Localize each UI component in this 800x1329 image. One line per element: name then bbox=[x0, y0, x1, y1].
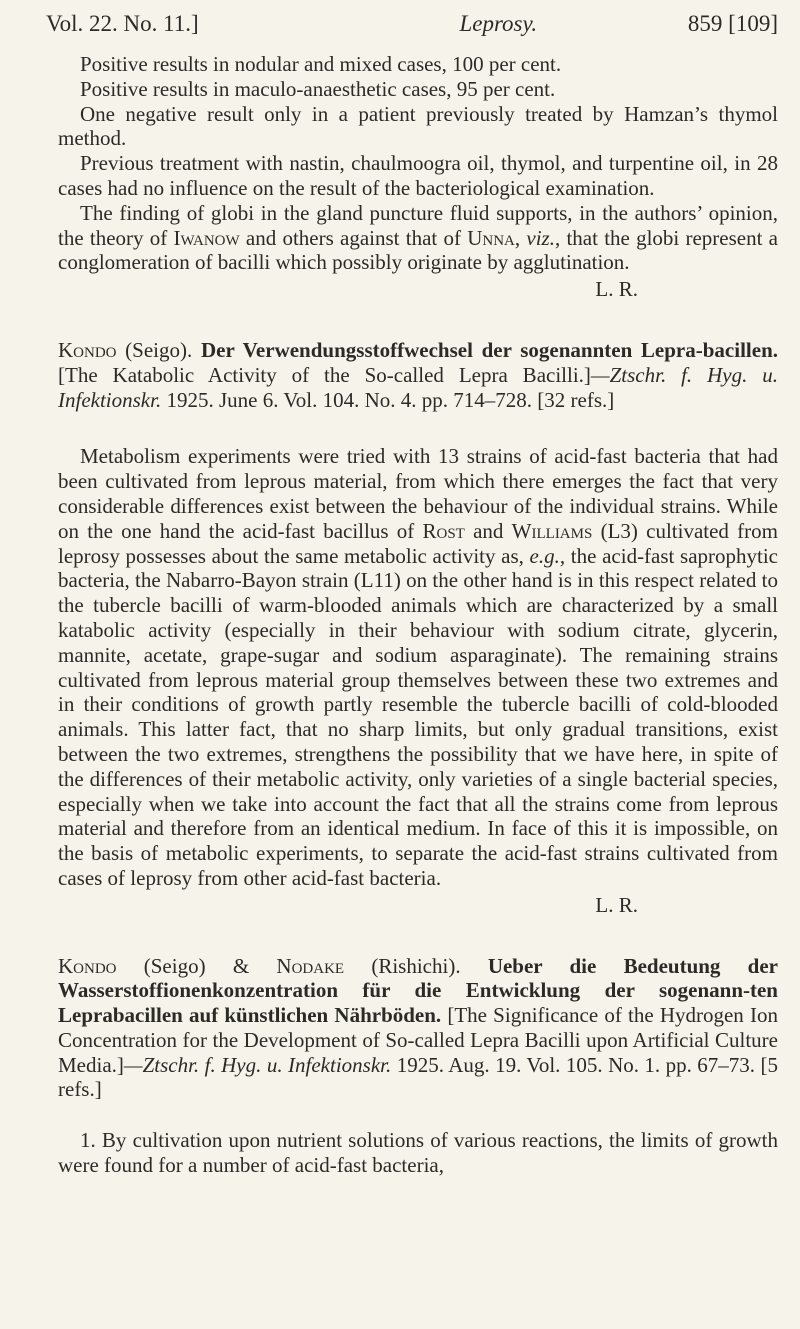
citation-details: 1925. June 6. Vol. 104. No. 4. pp. 714–728. [32 refs.] bbox=[161, 387, 615, 412]
abstract-continued bbox=[58, 52, 778, 302]
title-translation: [The Significance of the Hydrogen Ion Concentration for the Development of So-called Lepra Bacilli upon Artificial Culture Media.] bbox=[58, 1003, 778, 1077]
article-title: Ueber die Bedeutung der Wasserstoffionenkonzentration für die Entwicklung der sogenann-ten Leprabacillen auf künstlichen Nährböden. bbox=[58, 953, 778, 1028]
author-name: Iwanow bbox=[173, 225, 240, 250]
page-number: 859 [109] bbox=[687, 11, 778, 36]
reference-entry: Kondo (Seigo). Der Verwendungsstoffwechsel der sogenannten Lepra-bacillen. [The Katabolic Activity of the So-called Lepra Bacilli.]—Ztschr. f. Hyg. u. Infektionskr. 1925. June 6. Vol. 104. No. 4. pp. 714–728. [32 refs.] bbox=[58, 337, 779, 412]
paragraph: Positive results in nodular and mixed cases, 100 per cent. bbox=[80, 52, 562, 76]
reviewer-initials: L. R. bbox=[595, 892, 638, 917]
reviewer-initials: L. R. bbox=[595, 277, 638, 302]
journal-name: —Ztschr. f. Hyg. u. Infektionskr. bbox=[58, 362, 778, 412]
paragraph: The finding of globi in the gland puncture fluid supports, in the authors’ opinion, the theory of Iwanow and others against that of Unna, viz., that the globi represent a conglomeration of bacilli which possibly originate by agglutination. bbox=[58, 200, 779, 275]
journal-name: —Ztschr. f. Hyg. u. Infektionskr. bbox=[123, 1052, 392, 1077]
author-name: Williams bbox=[511, 518, 593, 543]
paragraph: Positive results in maculo-anaesthetic cases, 95 per cent. bbox=[80, 76, 556, 101]
title-translation: [The Katabolic Activity of the So-called Lepra Bacilli.] bbox=[58, 362, 591, 387]
paragraph: One negative result only in a patient previously treated by Hamzan’s thymol method. bbox=[58, 101, 778, 151]
reference-entry: Kondo (Seigo) & Nodake (Rishichi). Ueber die Bedeutung der Wasserstoffionenkonzentration für die Entwicklung der sogenann-ten Leprabacillen auf künstlichen Nährböden. [The Significance of the Hydrogen Ion Concentration for the Development of So-called Lepra Bacilli upon Artificial Culture Media.]—Ztschr. f. Hyg. u. Infektionskr. 1925. Aug. 19. Vol. 105. No. 1. pp. 67–73. [5 refs.] bbox=[58, 953, 778, 1102]
author-name: Kondo bbox=[58, 337, 117, 362]
author-name: Nodake bbox=[276, 953, 345, 978]
abstract-start bbox=[58, 1128, 778, 1178]
volume-issue: Vol. 22. No. 11.] bbox=[46, 11, 199, 36]
citation-details: 1925. Aug. 19. Vol. 105. No. 1. pp. 67–73. [5 refs.] bbox=[58, 1052, 778, 1102]
running-header bbox=[46, 6, 778, 42]
running-title: Leprosy. bbox=[459, 11, 538, 36]
author-name: Kondo bbox=[58, 953, 117, 978]
page-body bbox=[58, 52, 778, 1178]
abstract-body bbox=[58, 444, 778, 917]
author-name: Rost bbox=[422, 518, 465, 543]
paragraph: Previous treatment with nastin, chaulmoogra oil, thymol, and turpentine oil, in 28 cases had no influence on the result of the bacteriological examination. bbox=[58, 151, 778, 200]
article-title: Der Verwendungsstoffwechsel der sogenannten Lepra-bacillen. bbox=[200, 337, 779, 362]
paragraph: 1. By cultivation upon nutrient solutions of various reactions, the limits of growth were found for a number of acid-fast bacteria, bbox=[58, 1128, 778, 1178]
author-name: Unna bbox=[467, 225, 515, 250]
paragraph: Metabolism experiments were tried with 13 strains of acid-fast bacteria that had been cultivated from leprous material, from which there emerges the fact that very considerable differences exist between the behaviour of the individual strains. While on the one hand the acid-fast bacillus of Rost and Williams (L3) cultivated from leprosy possesses about the same metabolic activity as, e.g., the acid-fast saprophytic bacteria, the Nabarro-Bayon strain (L11) on the other hand is in this respect related to the tubercle bacilli of warm-blooded animals which are characterized by a small katabolic activity (especially in their behaviour with sodium citrate, glycerin, mannite, acetate, grape-sugar and sodium asparaginate). The remaining strains cultivated from leprous material group themselves between these two extremes and in their conditions of growth partly resemble the tubercle bacilli of cold-blooded animals. This latter fact, that no sharp limits, but only gradual transitions, exist between the two extremes, strengthens the possibility that we have here, in spite of the differences of their metabolic activity, only varieties of a single bacterial species, especially when we take into account the fact that all the strains come from leprous material and therefore from an identical medium. In face of this it is impossible, on the basis of metabolic experiments, to separate the acid-fast strains cultivated from cases of leprosy from other acid-fast bacteria. bbox=[58, 444, 779, 890]
